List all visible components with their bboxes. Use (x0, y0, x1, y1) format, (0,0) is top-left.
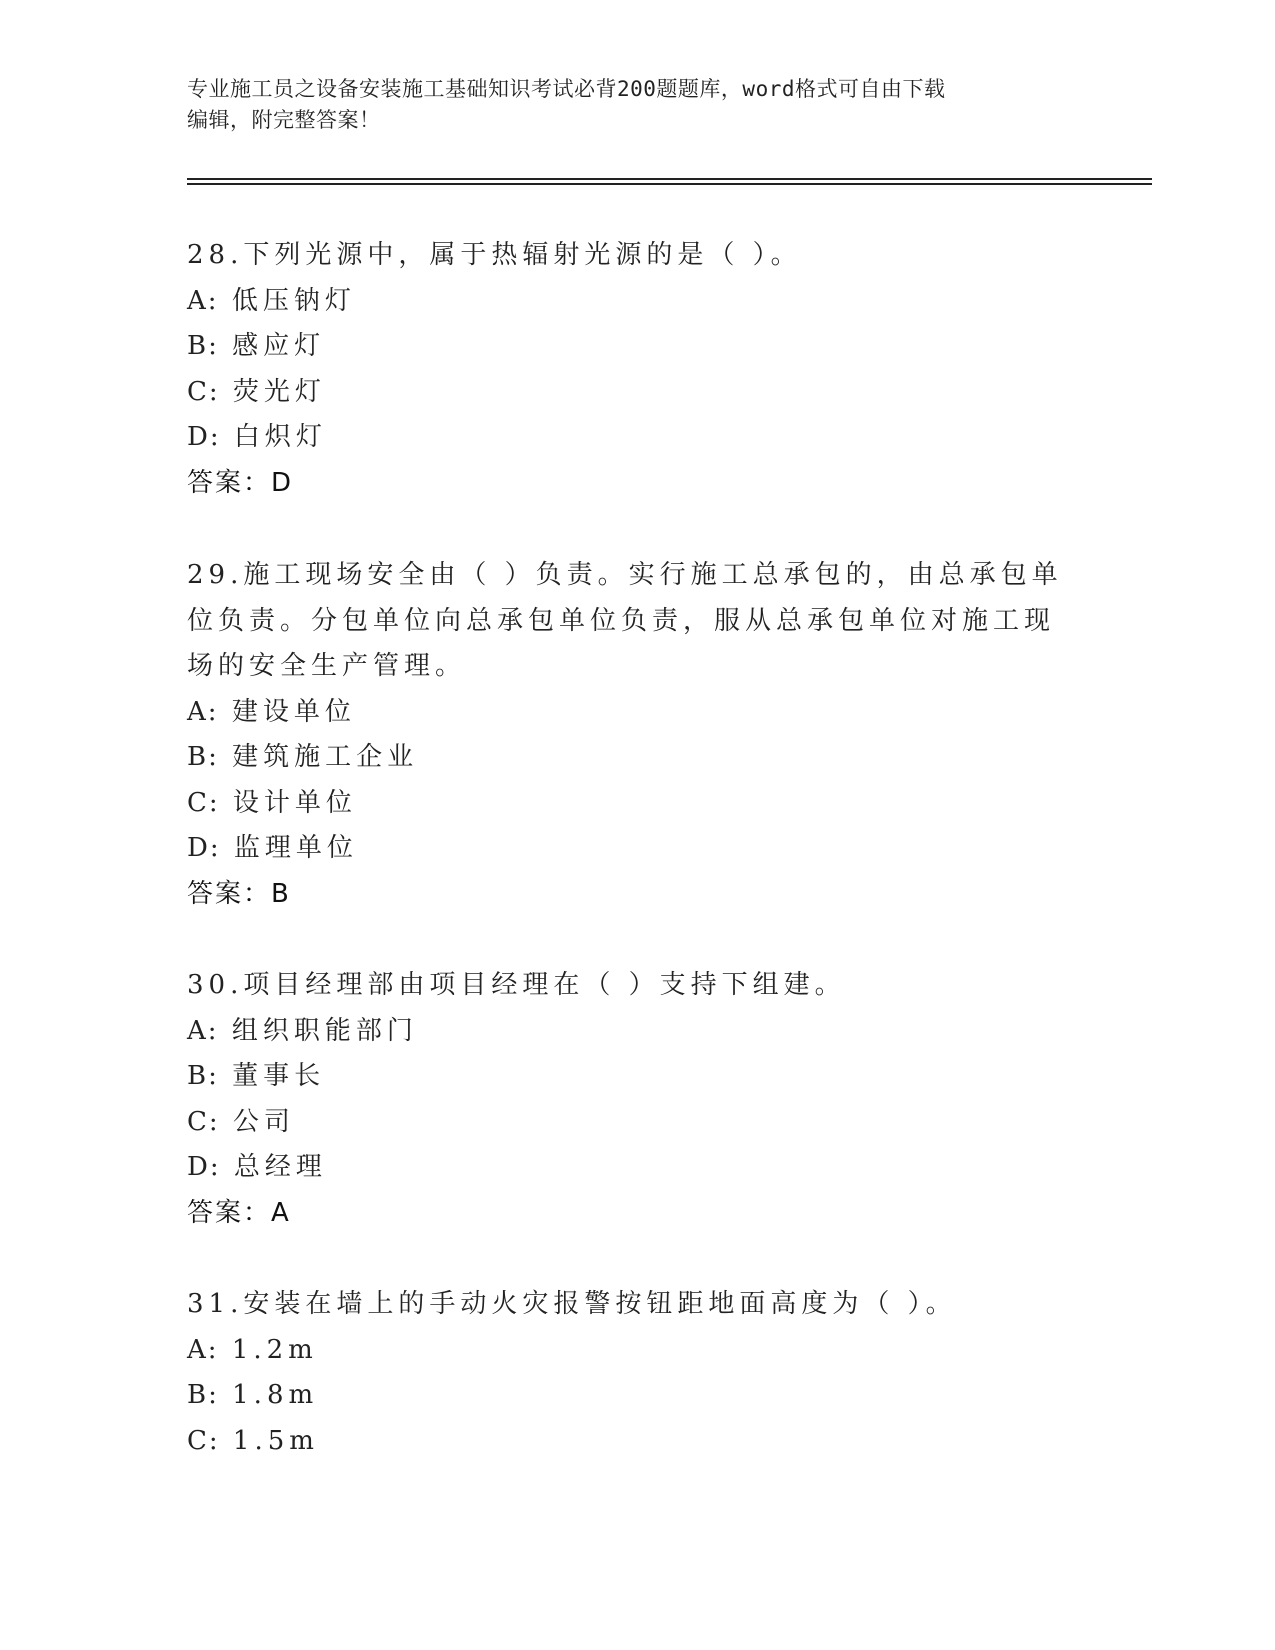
answer-label: 答案：A (187, 1197, 291, 1228)
question-30 (187, 963, 1067, 1236)
option-letter: C: (187, 1106, 220, 1137)
option-b (187, 1373, 1067, 1419)
answer-label: 答案：B (187, 878, 291, 909)
option-d (187, 415, 1067, 461)
option-letter: A: (187, 1334, 219, 1365)
option-b (187, 735, 1067, 781)
option-text: 1.8m (232, 1380, 319, 1410)
option-a (187, 279, 1067, 325)
option-c (187, 370, 1067, 416)
option-text: 组织职能部门 (231, 1015, 418, 1046)
question-29 (187, 553, 1067, 917)
option-text: 建设单位 (231, 696, 356, 727)
option-letter: C: (187, 376, 220, 407)
question-stem: 28.下列光源中，属于热辐射光源的是（ ）。 (187, 240, 802, 270)
option-text: 总经理 (233, 1152, 327, 1182)
header-divider-bottom (187, 183, 1152, 185)
option-letter: C: (187, 1425, 220, 1456)
option-text: 低压钠灯 (231, 285, 356, 316)
option-b (187, 324, 1067, 370)
option-text: 1.2m (231, 1334, 318, 1365)
option-letter: B: (187, 331, 219, 361)
option-a (187, 1328, 1067, 1374)
option-d (187, 826, 1067, 872)
option-text: 1.5m (232, 1425, 319, 1456)
option-a (187, 690, 1067, 736)
option-b (187, 1054, 1067, 1100)
document-header (187, 74, 1067, 136)
option-text: 建筑施工企业 (232, 742, 419, 772)
option-letter: C: (187, 787, 220, 818)
option-letter: B: (187, 742, 219, 772)
option-text: 设计单位 (232, 787, 357, 818)
question-stem: 30.项目经理部由项目经理在（ ）支持下组建。 (187, 970, 846, 1000)
option-text: 荧光灯 (232, 376, 326, 407)
header-divider-top (187, 178, 1152, 180)
option-letter: B: (187, 1061, 219, 1091)
option-letter: A: (187, 1015, 219, 1046)
option-text: 董事长 (232, 1061, 326, 1091)
option-letter: B: (187, 1380, 219, 1410)
option-text: 感应灯 (232, 331, 326, 361)
option-c (187, 1100, 1067, 1146)
question-28 (187, 233, 1067, 506)
option-letter: A: (187, 285, 219, 316)
header-title-line-2: 编辑，附完整答案！ (187, 108, 381, 132)
option-letter: D: (187, 833, 221, 863)
answer-label: 答案：D (187, 467, 294, 498)
option-c (187, 781, 1067, 827)
option-c (187, 1419, 1067, 1465)
question-stem: 31.安装在墙上的手动火灾报警按钮距地面高度为（ ）。 (187, 1289, 957, 1319)
option-letter: D: (187, 422, 221, 452)
question-31 (187, 1282, 1067, 1464)
option-letter: D: (187, 1152, 221, 1182)
option-text: 监理单位 (233, 833, 358, 863)
option-text: 白炽灯 (233, 422, 327, 452)
option-letter: A: (187, 696, 219, 727)
option-a (187, 1009, 1067, 1055)
option-d (187, 1145, 1067, 1191)
question-stem: 29.施工现场安全由（ ）负责。实行施工总承包的，由总承包单位负责。分包单位向总承包单位负责，服从总承包单位对施工现场的安全生产管理。 (187, 560, 1063, 681)
option-text: 公司 (232, 1106, 295, 1137)
header-title-line-1: 专业施工员之设备安装施工基础知识考试必背200题题库，word格式可自由下载 (187, 77, 946, 101)
